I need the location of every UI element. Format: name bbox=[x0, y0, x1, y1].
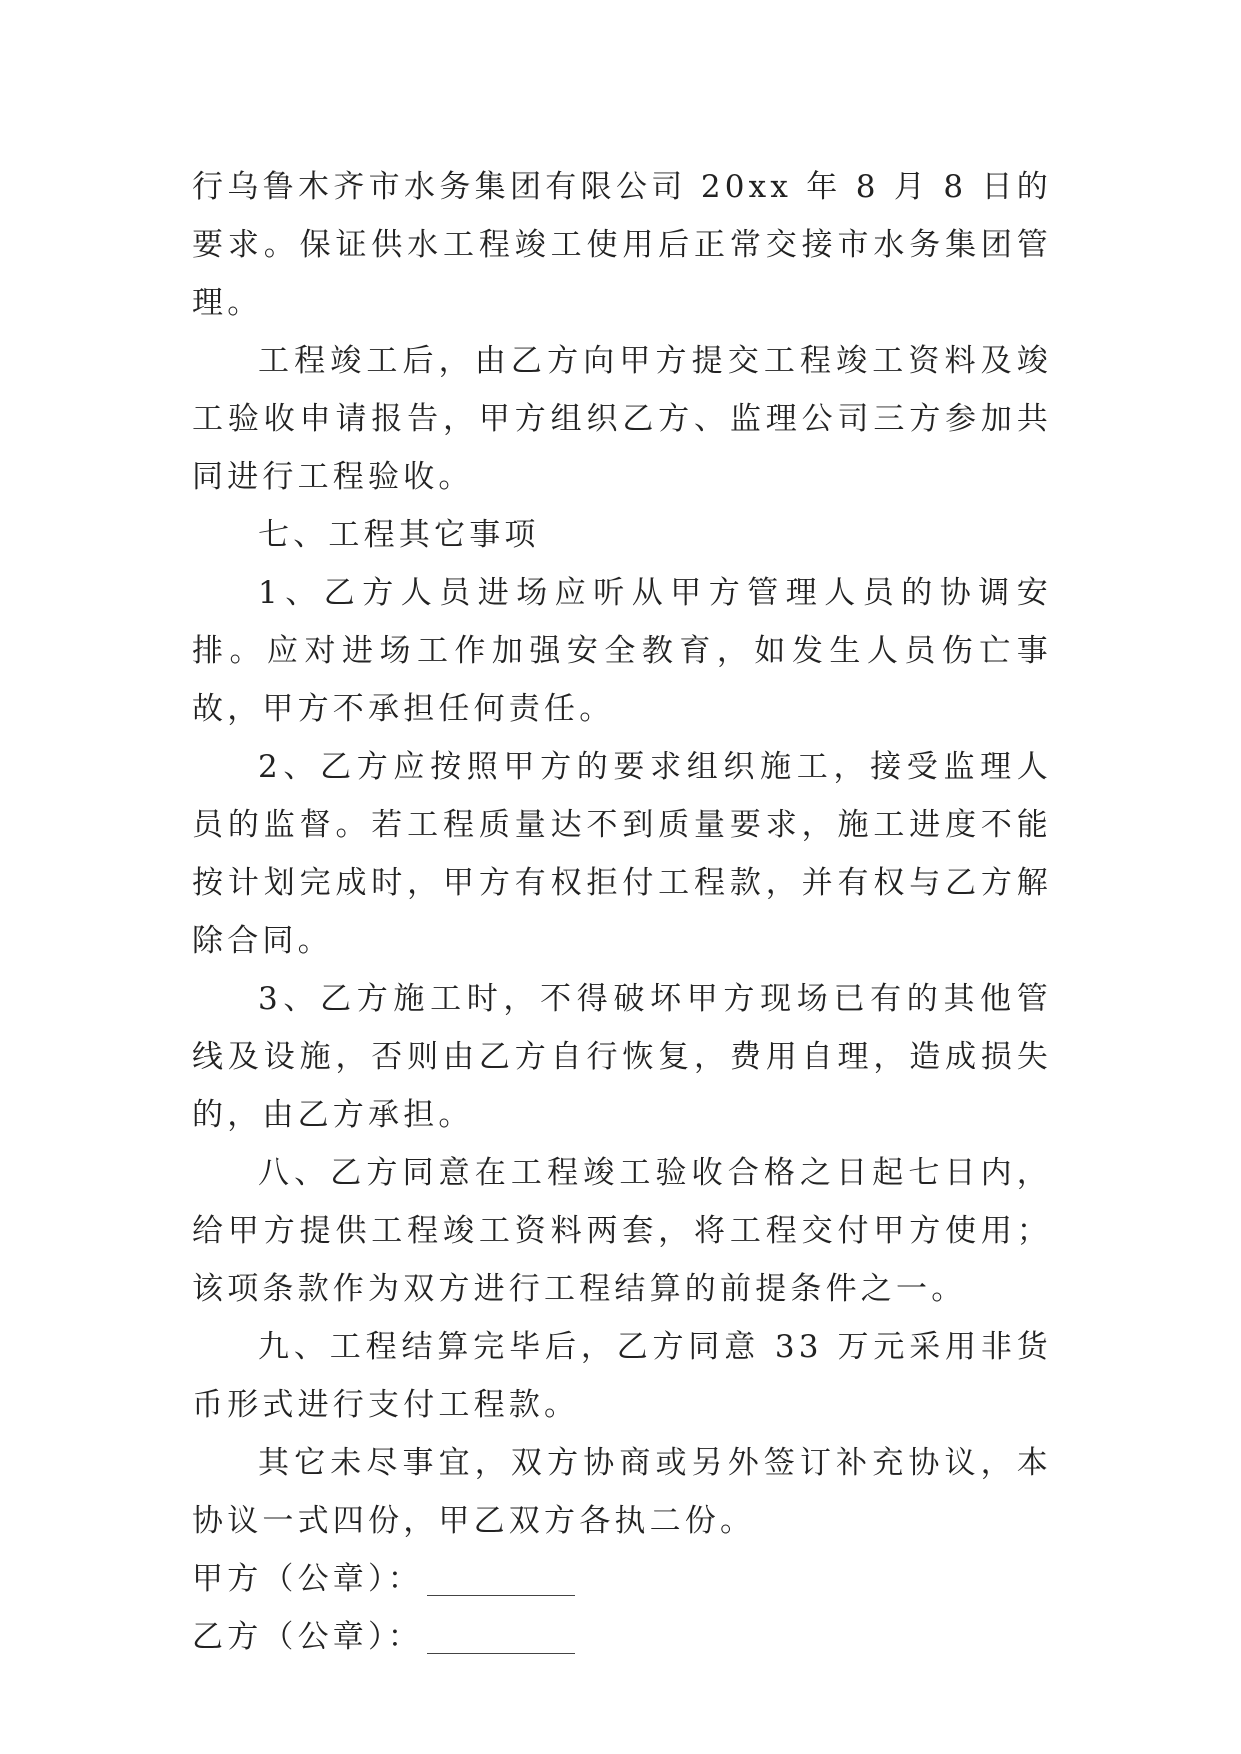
signature-party-b-label: 乙方（公章）： bbox=[192, 1619, 423, 1655]
signature-party-b-blank bbox=[427, 1623, 575, 1654]
paragraph-acceptance: 工程竣工后，由乙方向甲方提交工程竣工资料及竣工验收申请报告，甲方组织乙方、监理公司三方参加共同进行工程验收。 bbox=[192, 343, 1052, 495]
signature-party-a-blank bbox=[427, 1565, 575, 1596]
paragraph-closing: 其它未尽事宜，双方协商或另外签订补充协议，本协议一式四份，甲乙双方各执二份。 bbox=[192, 1445, 1052, 1539]
paragraph-section-8: 八、乙方同意在工程竣工验收合格之日起七日内，给甲方提供工程竣工资料两套，将工程交付甲方使用；该项条款作为双方进行工程结算的前提条件之一。 bbox=[192, 1155, 1052, 1307]
paragraph-item-1: 1、乙方人员进场应听从甲方管理人员的协调安排。应对进场工作加强安全教育，如发生人员伤亡事故，甲方不承担任何责任。 bbox=[192, 575, 1052, 727]
document-body bbox=[192, 158, 1052, 1666]
signature-party-b bbox=[192, 1608, 1052, 1666]
section-7-heading: 七、工程其它事项 bbox=[258, 517, 540, 553]
signature-party-a bbox=[192, 1550, 1052, 1608]
paragraph-item-2: 2、乙方应按照甲方的要求组织施工，接受监理人员的监督。若工程质量达不到质量要求，施工进度不能按计划完成时，甲方有权拒付工程款，并有权与乙方解除合同。 bbox=[192, 749, 1052, 959]
signature-party-a-label: 甲方（公章）： bbox=[192, 1561, 423, 1597]
paragraph-section-9: 九、工程结算完毕后，乙方同意 33 万元采用非货币形式进行支付工程款。 bbox=[192, 1329, 1052, 1423]
paragraph-item-3: 3、乙方施工时，不得破坏甲方现场已有的其他管线及设施，否则由乙方自行恢复，费用自理，造成损失的，由乙方承担。 bbox=[192, 981, 1052, 1133]
paragraph-continuation: 行乌鲁木齐市水务集团有限公司 20xx 年 8 月 8 日的要求。保证供水工程竣工使用后正常交接市水务集团管理。 bbox=[192, 169, 1052, 321]
